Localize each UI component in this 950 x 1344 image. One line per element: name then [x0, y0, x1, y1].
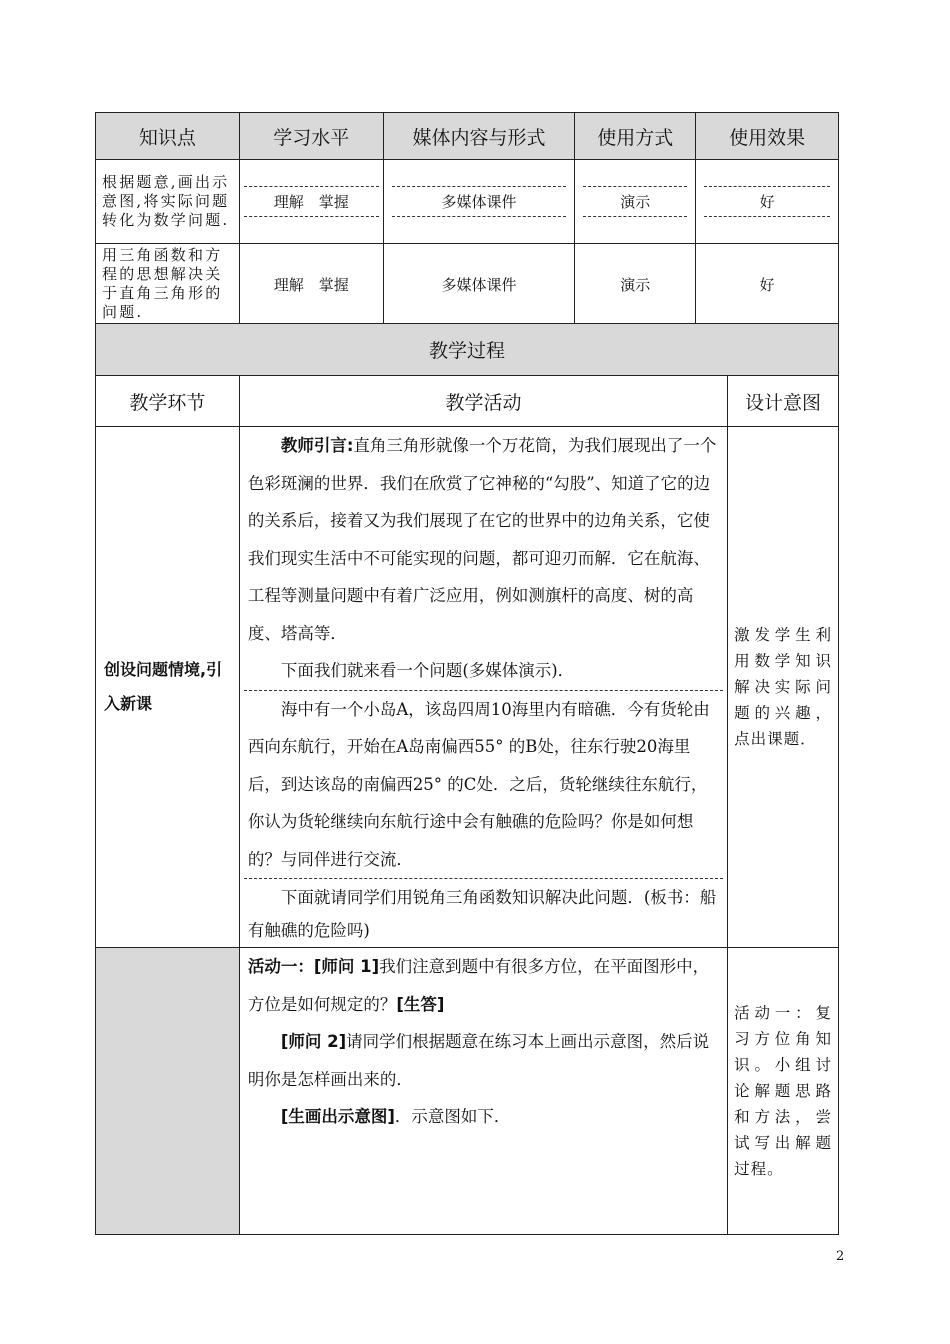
level-cell: 理解 掌握: [239, 160, 383, 244]
method-cell: 演示: [575, 244, 696, 325]
media-cell: 多媒体课件: [383, 244, 575, 325]
knowledge-cell: 根据题意,画出示意图,将实际问题转化为数学问题.: [96, 160, 240, 244]
table-row: [96, 948, 839, 1235]
header-method: 使用方式: [575, 113, 696, 160]
activity-cell: [239, 427, 727, 948]
question-2: [师问 2]请同学们根据题意在练习本上画出示意图，然后说明你是怎样画出来的．: [247, 1032, 710, 1089]
draw-line: [生画出示意图]．示意图如下．: [280, 1107, 511, 1126]
level-cell: 理解 掌握: [239, 244, 383, 325]
solve-text: 下面就请同学们用锐角三角函数知识解决此问题．(板书：船有触礁的危险吗): [247, 888, 717, 940]
process-title: 教学过程: [96, 324, 839, 376]
problem-text: 海中有一个小岛A，该岛四周10海里内有暗礁．今有货轮由西向东航行，开始在A岛南偏西55° 的B处，往东行驶20海里后，到达该岛的南偏西25° 的C处．之后，货轮继续往东航行，你认为货轮继续向东航行途中会有触礁的危险吗？你是如何想的？与同伴进行交流．: [247, 699, 710, 869]
header-knowledge: 知识点: [96, 113, 240, 160]
table-row: [96, 160, 839, 244]
stage-cell: [96, 948, 240, 1235]
header-effect: 使用效果: [696, 113, 839, 160]
design-cell: 活动一：复习方位角知识。小组讨论解题思路和方法，尝试写出解题过程。: [728, 948, 839, 1235]
stage-cell: 创设问题情境,引入新课: [96, 427, 240, 948]
demo-line: 下面我们就来看一个问题(多媒体演示)．: [280, 661, 575, 680]
design-cell: 激发学生利用数学知识解决实际问题的兴趣，点出课题．: [728, 427, 839, 948]
question-1: 活动一：[师问 1]我们注意到题中有很多方位，在平面图形中，方位是如何规定的？[生答]: [247, 957, 710, 1014]
header-activity: 教学活动: [239, 376, 727, 427]
header-design: 设计意图: [728, 376, 839, 427]
header-stage: 教学环节: [96, 376, 240, 427]
teacher-intro: 教师引言:直角三角形就像一个万花筒，为我们展现出了一个色彩斑澜的世界．我们在欣赏了它神秘的“勾股”、知道了它的边的关系后，接着又为我们展现了在它的世界中的边角关系，它使我们现实生活中不可能实现的问题，都可迎刃而解．它在航海、工程等测量问题中有着广泛应用，例如测旗杆的高度、树的高度、塔高等．: [247, 436, 717, 643]
knowledge-cell: 用三角函数和方程的思想解决关于直角三角形的问题.: [96, 244, 240, 325]
process-table: [95, 323, 839, 1235]
effect-cell: 好: [696, 160, 839, 244]
page-number: 2: [836, 1249, 845, 1264]
table-row: [96, 244, 839, 325]
table-row: [96, 427, 839, 948]
activity-cell: [239, 948, 727, 1235]
media-cell: 多媒体课件: [383, 160, 575, 244]
media-table: [95, 112, 839, 325]
header-media: 媒体内容与形式: [383, 113, 575, 160]
header-level: 学习水平: [239, 113, 383, 160]
effect-cell: 好: [696, 244, 839, 325]
method-cell: 演示: [575, 160, 696, 244]
